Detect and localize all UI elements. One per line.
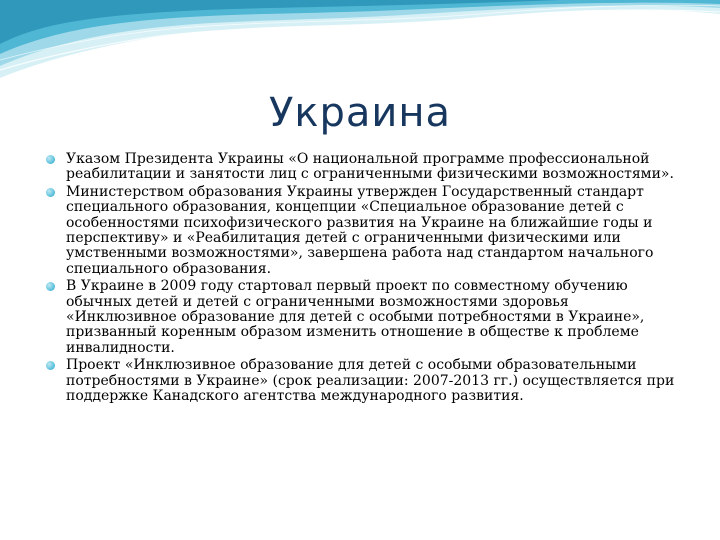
bullet-text: Министерством образования Украины утвержден Государственный стандарт специального образования, концепции «Специальное образование детей с особенностями психофизического развития на Украине на ближайшие годы и перспективу» и «Реабилитация детей с ограниченными физическими или умственными возможностями», завершена работа над стандартом начального специального образования. — [66, 183, 654, 277]
list-item — [44, 358, 684, 404]
round-bullet-icon — [46, 155, 55, 164]
round-bullet-icon — [46, 188, 55, 197]
list-item — [44, 279, 684, 356]
round-bullet-icon — [46, 282, 55, 291]
bullet-text: Указом Президента Украины «О национальной программе профессиональной реабилитации и занятости лиц с ограниченными физическими возможностями». — [66, 151, 674, 183]
decorative-wave-header — [0, 0, 720, 90]
bullet-list — [44, 152, 684, 407]
bullet-text: В Украине в 2009 году стартовал первый проект по совместному обучению обычных детей и детей с ограниченными возможностями здоровья «Инклюзивное образование для детей с особыми потребностями в Украине», призванный коренным образом изменить отношение в обществе к проблеме инвалидности. — [66, 278, 645, 356]
list-item — [44, 152, 684, 183]
round-bullet-icon — [46, 361, 55, 370]
bullet-text: Проект «Инклюзивное образование для детей с особыми образовательными потребностями в Украине» (срок реализации: 2007-2013 гг.) осуществляется при поддержке Канадского агентства международного развития. — [66, 357, 675, 405]
slide-title: Украина — [268, 90, 452, 136]
list-item — [44, 185, 684, 277]
